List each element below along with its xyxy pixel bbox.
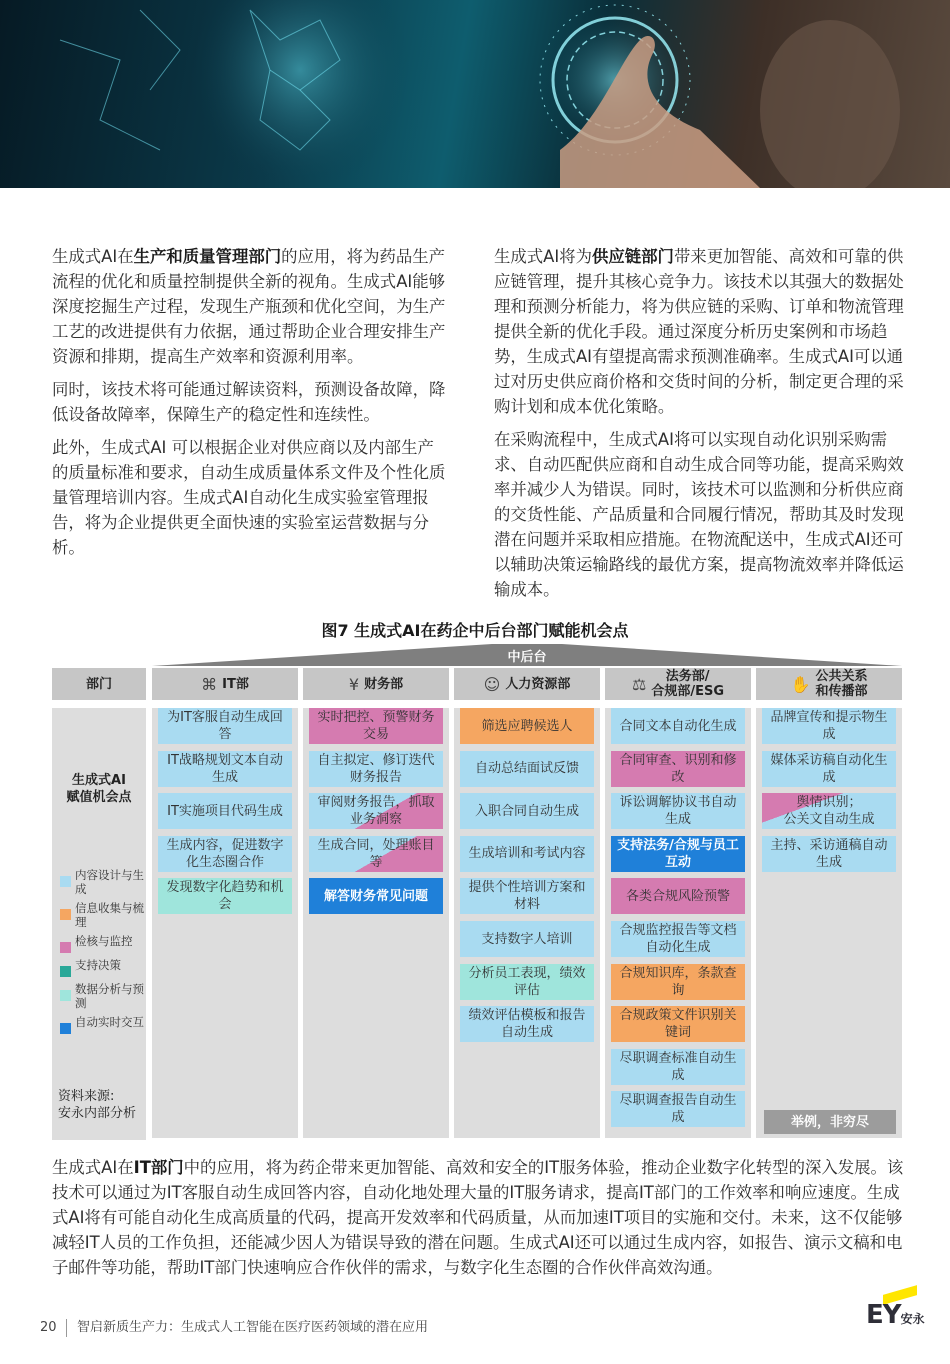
legend-label: 支持决策: [75, 958, 121, 972]
handshake-icon: ✋: [790, 674, 811, 694]
lawyer-icon: ⚖: [631, 674, 647, 694]
legend-label: 检核与监控: [75, 934, 133, 948]
dept-header-4: [605, 668, 751, 700]
legend: [60, 868, 144, 1039]
footer-divider: [66, 1319, 67, 1337]
opportunity-box: 生成内容，促进数字化生态圈合作: [158, 836, 292, 872]
legend-swatch: [60, 1023, 71, 1034]
left-paragraph-2: 同时，该技术将可能通过解读资料，预测设备故障，降低设备故障率，保障生产的稳定性和连续性。: [52, 380, 446, 424]
dept-name: 人力资源部: [505, 676, 571, 692]
legend-item: [60, 958, 144, 977]
left-panel: [52, 708, 146, 1140]
legend-item: [60, 1015, 144, 1034]
roof-label: 中后台: [507, 650, 547, 665]
dept-name: 公共关系 和传播部: [815, 669, 868, 699]
page-number: 20: [40, 1320, 57, 1335]
opportunity-box: 实时把控、预警财务交易: [309, 708, 443, 744]
opportunity-box: 支持数字人培训: [460, 921, 594, 957]
opportunity-box: 合规监控报告等文档自动化生成: [611, 921, 745, 957]
non-exhaustive-note: 举例，非穷尽: [764, 1110, 896, 1134]
opportunity-box: 支持法务/合规与员工互动: [611, 836, 745, 872]
opportunity-box: 审阅财务报告，抓取业务洞察: [309, 793, 443, 829]
opportunity-box: 解答财务常见问题: [309, 878, 443, 914]
right-paragraph-1: 生成式AI将为供应链部门带来更加智能、高效和可靠的供应链管理，提升其核心竞争力。该技术以其强大的数据处理和预测分析能力，将为供应链的采购、订单和物流管理提供全新的优化手段。通过深度分析历史案例和市场趋势，生成式AI有望提高需求预测准确率。生成式AI可以通过对历史供应商价格和交货时间的分析，制定更合理的采购计划和成本优化策略。: [494, 247, 904, 416]
legend-item: [60, 982, 144, 1010]
dept-header-2: [303, 668, 449, 700]
legend-item: [60, 934, 144, 953]
opportunity-box: 品牌宣传和提示物生成: [762, 708, 896, 744]
opportunity-diagram: [52, 640, 902, 1140]
opportunity-box: 自主拟定、修订迭代财务报告: [309, 751, 443, 787]
opportunity-box: 提供个性培训方案和材料: [460, 878, 594, 914]
left-paragraph-1: 生成式AI在生产和质量管理部门的应用，将为药品生产流程的优化和质量控制提供全新的视角。生成式AI能够深度挖掘生产过程，发现生产瓶颈和优化空间，为生产工艺的改进提供有力依据，通过帮助企业合理安排生产资源和排期，提高生产效率和资源利用率。: [52, 247, 446, 366]
opportunity-box: 主持、采访通稿自动生成: [762, 836, 896, 872]
opportunity-box: 合同审查、识别和修改: [611, 751, 745, 787]
legend-swatch: [60, 990, 71, 1001]
opportunity-box: 生成培训和考试内容: [460, 836, 594, 872]
dept-header-5: [756, 668, 902, 700]
legend-item: [60, 901, 144, 929]
opportunity-box: 分析员工表现，绩效评估: [460, 964, 594, 1000]
footer-title: 智启新质生产力：生成式人工智能在医疗医药领域的潜在应用: [77, 1320, 429, 1335]
figure-title: 图7 生成式AI在药企中后台部门赋能机会点: [321, 621, 629, 640]
page-footer: [40, 1316, 428, 1337]
legend-label: 自动实时交互: [75, 1015, 144, 1029]
opportunity-box: 合规知识库，条款查询: [611, 964, 745, 1000]
dept-header: 部门: [52, 668, 146, 700]
legend-label: 数据分析与预测: [75, 982, 144, 1010]
opportunity-box: 尽职调查标准自动生成: [611, 1049, 745, 1085]
opportunity-box: 自动总结面试反馈: [460, 751, 594, 787]
legend-swatch: [60, 966, 71, 977]
left-column: [52, 244, 450, 568]
yen-icon: ¥: [348, 674, 360, 694]
opportunity-box: 生成合同，处理账目等: [309, 836, 443, 872]
opportunity-box: 媒体采访稿自动化生成: [762, 751, 896, 787]
legend-label: 信息收集与梳理: [75, 901, 144, 929]
hero-illustration: [0, 0, 950, 188]
right-paragraph-2: 在采购流程中，生成式AI将可以实现自动化识别采购需求、自动匹配供应商和自动生成合同等功能，提高采购效率并减少人为错误。同时，该技术可以监测和分析供应商的交货性能、产品质量和合同履行情况，帮助其及时发现潜在问题并采取相应措施。在物流配送中，生成式AI还可以辅助决策运输路线的最优方案，提高物流效率并降低运输成本。: [494, 430, 904, 599]
dept-name: IT部: [222, 676, 249, 692]
legend-label: 内容设计与生成: [75, 868, 144, 896]
ey-logo: EY安永: [866, 1300, 925, 1330]
left-paragraph-3: 此外，生成式AI 可以根据企业对供应商以及内部生产的质量标准和要求，自动生成质量体系文件及个性化质量管理培训内容。生成式AI自动化生成实验室管理报告，将为企业提供更全面快速的实验室运营数据与分析。: [52, 438, 446, 557]
people-icon: ☺: [483, 674, 501, 694]
source-note: 资料来源: 安永内部分析: [58, 1089, 137, 1121]
roof-shape: [52, 640, 902, 670]
opportunity-box: 舆情识别； 公关文自动生成: [762, 793, 896, 829]
legend-swatch: [60, 876, 71, 887]
bottom-paragraph: 生成式AI在IT部门中的应用，将为药企带来更加智能、高效和安全的IT服务体验，推动企业数字化转型的深入发展。该技术可以通过为IT客服自动生成回答内容，自动化地处理大量的IT服务请求，提高IT部门的工作效率和响应速度。生成式AI将有可能自动化生成高质量的代码，提高开发效率和代码质量，从而加速IT项目的实施和交付。未来，这不仅能够减轻IT人员的工作负担，还能减少因人为错误导致的潜在问题。生成式AI还可以通过生成内容，如报告、演示文稿和电子邮件等功能，帮助IT部门快速响应合作伙伴的需求，与数字化生态圈的合作伙伴高效沟通。: [52, 1158, 904, 1277]
opportunity-box: 筛选应聘候选人: [460, 708, 594, 744]
opportunity-box: IT战略规划文本自动生成: [158, 751, 292, 787]
opportunity-box: IT实施项目代码生成: [158, 793, 292, 829]
opportunity-box: 绩效评估模板和报告自动生成: [460, 1006, 594, 1042]
opportunity-box: 合同文本自动化生成: [611, 708, 745, 744]
opportunity-box: 诉讼调解协议书自动生成: [611, 793, 745, 829]
legend-swatch: [60, 909, 71, 920]
dept-name: 财务部: [364, 676, 404, 692]
opportunity-box: 尽职调查报告自动生成: [611, 1091, 745, 1127]
legend-item: [60, 868, 144, 896]
dept-name: 法务部/ 合规部/ESG: [651, 669, 724, 699]
opportunity-box: 为IT客服自动生成回答: [158, 708, 292, 744]
opportunity-box: 入职合同自动生成: [460, 793, 594, 829]
left-panel-title: 生成式AI 赋值机会点: [66, 773, 132, 805]
dept-header-3: [454, 668, 600, 700]
legend-swatch: [60, 942, 71, 953]
hero-image: [0, 0, 950, 188]
opportunity-box: 合规政策文件识别关键词: [611, 1006, 745, 1042]
dept-header-1: [152, 668, 298, 700]
right-column: [494, 244, 910, 610]
robot-icon: ⌘: [201, 674, 218, 694]
opportunity-box: 发现数字化趋势和机会: [158, 878, 292, 914]
opportunity-box: 各类合规风险预警: [611, 878, 745, 914]
